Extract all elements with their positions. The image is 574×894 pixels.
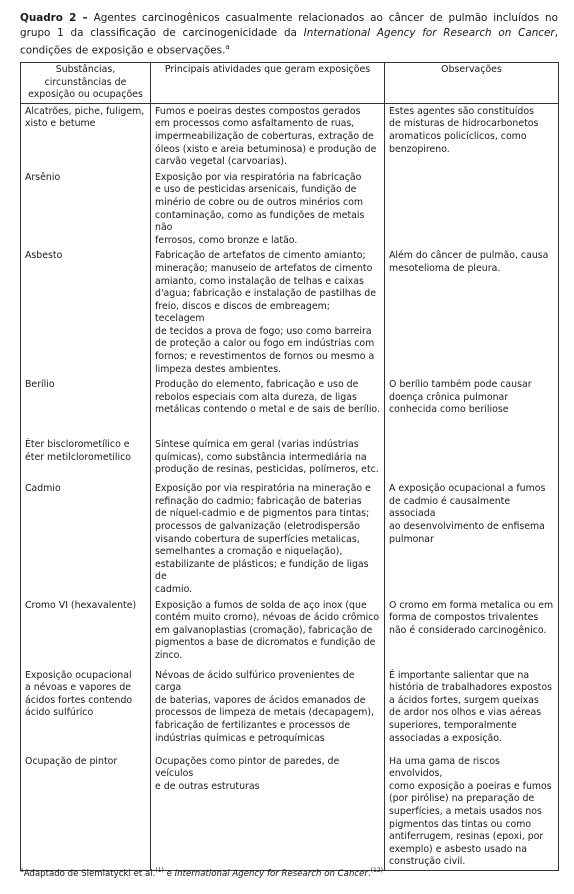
cell-agent: Exposição ocupacional a névoas e vapores de ácidos fortes contendo ácido sulfúrico [21, 668, 151, 754]
caption-footnote-marker: a [225, 43, 230, 52]
cell-activities: Exposição por via respiratória na mineração e refinação do cadmio; fabricação de baterias de níquel-cadmio e de pigmentos para tintas; processos de galvanização (eletrodispersão visando cobertura de superfícies metalicas, semelhantes a cromação e niquelação), estabilizante de plásticos; e fundição de ligas de cadmio. [151, 481, 385, 597]
cell-activities: Produção do elemento, fabricação e uso de rebolos especiais com alta dureza, de ligas metálicas contendo o metal e de sais de berílio. [151, 377, 385, 437]
cell-agent: Cromo VI (hexavalente) [21, 598, 151, 668]
cell-notes: Além do câncer de pulmão, causa mesotelioma de pleura. [385, 248, 559, 377]
cell-activities: Exposição a fumos de solda de aço inox (que contém muito cromo), névoas de ácido crômico em galvanoplastias (cromação), fabricação de pigmentos a base de dicromatos e fundição de zinco. [151, 598, 385, 668]
footnote-text-end: . [367, 868, 371, 879]
cell-activities: Fumos e poeiras destes compostos gerados em processos como asfaltamento de ruas, impermeabilização de coberturas, extração de óleos (xisto e areia betuminosa) e produção de carvão vegetal (carvoarias). [151, 103, 385, 169]
table-row [21, 754, 559, 871]
cell-activities: Fabricação de artefatos de cimento amianto; mineração; manuseio de artefatos de cimento amianto, como instalação de telhas e caixas d'agua; fabricação e instalação de pastilhas de freio, discos e discos de embreagem; tecelagem de tecidos a prova de fogo; uso como barreira de proteção a calor ou fogo em indústrias com fornos; e revestimentos de fornos ou mesmo a limpeza destes ambientes. [151, 248, 385, 377]
cell-agent: Asbesto [21, 248, 151, 377]
header-activities: Principais atividades que geram exposições [151, 63, 385, 104]
table-row [21, 668, 559, 754]
table-row [21, 103, 559, 169]
cell-agent: Alcatrões, piche, fuligem, xisto e betume [21, 103, 151, 169]
header-observations: Observações [385, 63, 559, 104]
table-header-row [21, 63, 559, 104]
footnote-agency: International Agency for Research on Cancer [174, 868, 368, 879]
footnote-text-mid: e [163, 868, 175, 879]
header-substances: Substâncias, circunstâncias de exposição ou ocupações [21, 63, 151, 104]
cell-activities: Síntese química em geral (varias indústrias químicas), como substância intermediária na produção de resinas, pesticidas, polímeros, etc. [151, 437, 385, 481]
cell-notes [385, 437, 559, 481]
footnote-ref-2: (12) [370, 867, 383, 874]
table-row [21, 437, 559, 481]
cell-activities: Exposição por via respiratória na fabricação e uso de pesticidas arsenicais, fundição de minério de cobre ou de outros minérios com contaminação, como as fundições de metais não ferrosos, como bronze e latão. [151, 170, 385, 249]
cell-agent: Éter bisclorometílico e éter metilclorometilico [21, 437, 151, 481]
caption-label: Quadro 2 – [20, 12, 88, 24]
cell-notes: O cromo em forma metalica ou em forma de compostos trivalentes não é considerado carcinogênico. [385, 598, 559, 668]
footnote-ref-1: (1) [155, 867, 164, 874]
cell-agent: Ocupação de pintor [21, 754, 151, 871]
caption-agency: International Agency for Research on Cancer [303, 26, 555, 39]
cell-agent: Cadmio [21, 481, 151, 597]
table-row [21, 481, 559, 597]
table-footnote [20, 865, 558, 880]
cell-notes: Ha uma gama de riscos envolvidos, como exposição a poeiras e fumos (por pirólise) na preparação de superfícies, a metais usados nos pigmentos das tintas ou como antiferrugem, resinas (epoxi, por exemplo) e asbesto usado na construção civil. [385, 754, 559, 871]
cell-notes [385, 170, 559, 249]
table-caption [20, 11, 558, 58]
cell-activities: Ocupações como pintor de paredes, de veículos e de outras estruturas [151, 754, 385, 871]
cell-agent: Berílio [21, 377, 151, 437]
cell-notes: A exposição ocupacional a fumos de cadmio é causalmente associada ao desenvolvimento de enfisema pulmonar [385, 481, 559, 597]
footnote-text-before: Adaptado de Siemiatycki et al. [23, 868, 156, 879]
carcinogen-table [20, 62, 559, 871]
table-row [21, 248, 559, 377]
cell-activities: Névoas de ácido sulfúrico provenientes de carga de baterias, vapores de ácidos emanados de processos de limpeza de metais (decapagem), fabricação de fertilizantes e processos de indústrias químicas e petroquímicas [151, 668, 385, 754]
caption-text-before: Agentes carcinogênicos casualmente relacionados ao câncer de pulmão incluídos no grupo 1 da classificação de carcinogenicidade da [20, 12, 559, 39]
table-row [21, 598, 559, 668]
cell-notes: É importante salientar que na história de trabalhadores expostos a ácidos fortes, surgem queixas de ardor nos olhos e vias aéreas superiores, temporalmente associadas a exposição. [385, 668, 559, 754]
table-row [21, 170, 559, 249]
footnote-marker: a [20, 867, 24, 874]
caption-text-after: , condições de exposição e observações. [20, 26, 558, 57]
cell-agent: Arsênio [21, 170, 151, 249]
table-row [21, 377, 559, 437]
cell-notes: Estes agentes são constituídos de misturas de hidrocarbonetos aromaticos policíclicos, como benzopireno. [385, 103, 559, 169]
cell-notes: O berílio também pode causar doença crônica pulmonar conhecida como beriliose [385, 377, 559, 437]
